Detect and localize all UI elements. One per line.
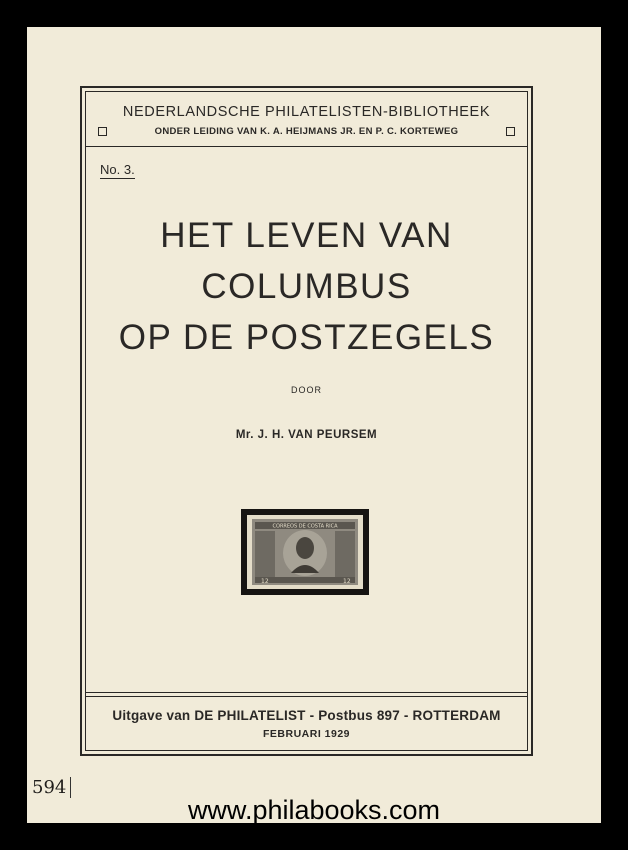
- stamp-inscription: CORREOS DE COSTA RICA: [272, 523, 338, 530]
- series-subtitle-row: [98, 124, 515, 138]
- footer-rule-top: [85, 692, 528, 693]
- watermark-url: www.philabooks.com: [187, 795, 441, 825]
- square-ornament-icon: [506, 127, 515, 136]
- cover-border-inner: [85, 91, 528, 751]
- footer-rule-bottom: [85, 696, 528, 697]
- publication-date: FEBRUARI 1929: [262, 728, 351, 740]
- author: Mr. J. H. VAN PEURSEM: [235, 429, 378, 441]
- title-line-1: HET LEVEN VAN: [160, 216, 453, 255]
- header-rule: [85, 146, 528, 147]
- square-ornament-icon: [98, 127, 107, 136]
- publisher-line: Uitgave van DE PHILATELIST - Postbus 897 - ROTTERDAM: [112, 708, 501, 723]
- stamp-value-right: 12: [343, 578, 351, 585]
- stamp-value-left: 12: [261, 578, 269, 585]
- issue-number: No. 3.: [100, 162, 135, 177]
- handwritten-number: 594: [28, 777, 71, 798]
- series-subtitle: ONDER LEIDING VAN K. A. HEIJMANS JR. EN P. C. KORTEWEG: [154, 125, 459, 137]
- columbus-stamp-image: [247, 515, 363, 589]
- title-line-2: COLUMBUS: [201, 267, 412, 306]
- series-title: NEDERLANDSCHE PHILATELISTEN-BIBLIOTHEEK: [122, 104, 491, 120]
- title-line-3: OP DE POSTZEGELS: [118, 318, 495, 357]
- by-label: DOOR: [291, 385, 322, 395]
